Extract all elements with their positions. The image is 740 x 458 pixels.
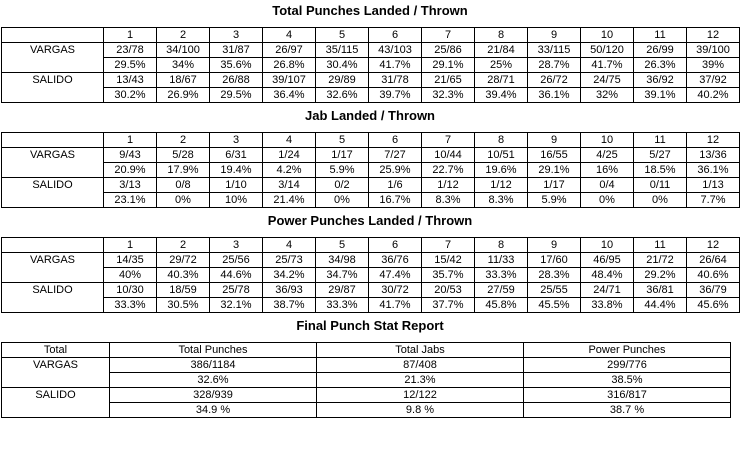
round-number: 11	[634, 28, 687, 43]
landed-thrown-cell: 11/33	[475, 253, 528, 268]
fighter-name: VARGAS	[2, 253, 104, 283]
round-number: 12	[687, 133, 740, 148]
percentage-cell: 25%	[475, 58, 528, 73]
landed-thrown-cell: 26/88	[210, 73, 263, 88]
percentage-cell: 22.7%	[422, 163, 475, 178]
landed-thrown-cell: 16/55	[528, 148, 581, 163]
percentage-cell: 30.5%	[157, 298, 210, 313]
round-number: 2	[157, 133, 210, 148]
percentage-cell: 45.5%	[528, 298, 581, 313]
percentage-cell: 29.1%	[422, 58, 475, 73]
round-number: 3	[210, 28, 263, 43]
landed-thrown-cell: 26/64	[687, 253, 740, 268]
landed-thrown-cell: 1/17	[528, 178, 581, 193]
percentage-cell: 29.5%	[210, 88, 263, 103]
landed-thrown-cell: 29/87	[316, 283, 369, 298]
round-number: 4	[263, 238, 316, 253]
landed-thrown-cell: 1/13	[687, 178, 740, 193]
landed-thrown-cell: 27/59	[475, 283, 528, 298]
round-number: 4	[263, 133, 316, 148]
percentage-row	[2, 268, 740, 283]
landed-thrown-cell: 34/98	[316, 253, 369, 268]
percentage-cell: 44.4%	[634, 298, 687, 313]
percentage-cell: 29.5%	[104, 58, 157, 73]
final-count-cell: 386/1184	[110, 358, 317, 373]
percentage-cell: 33.8%	[581, 298, 634, 313]
round-number: 5	[316, 28, 369, 43]
final-percentage-row	[2, 373, 731, 388]
round-header-row	[2, 133, 740, 148]
percentage-cell: 36.1%	[528, 88, 581, 103]
percentage-cell: 5.9%	[316, 163, 369, 178]
percentage-cell: 5.9%	[528, 193, 581, 208]
landed-thrown-cell: 35/115	[316, 43, 369, 58]
landed-thrown-cell: 10/44	[422, 148, 475, 163]
percentage-cell: 30.2%	[104, 88, 157, 103]
final-percentage-cell: 21.3%	[317, 373, 524, 388]
fighter-name: VARGAS	[2, 148, 104, 178]
round-header-row	[2, 28, 740, 43]
landed-thrown-cell: 0/2	[316, 178, 369, 193]
percentage-cell: 30.4%	[316, 58, 369, 73]
round-number: 7	[422, 238, 475, 253]
percentage-cell: 7.7%	[687, 193, 740, 208]
final-count-cell: 87/408	[317, 358, 524, 373]
percentage-cell: 17.9%	[157, 163, 210, 178]
landed-thrown-cell: 30/72	[369, 283, 422, 298]
percentage-cell: 32%	[581, 88, 634, 103]
percentage-cell: 39.4%	[475, 88, 528, 103]
final-percentage-cell: 9.8 %	[317, 403, 524, 418]
landed-thrown-cell: 39/100	[687, 43, 740, 58]
final-count-cell: 299/776	[524, 358, 731, 373]
landed-thrown-cell: 1/24	[263, 148, 316, 163]
landed-thrown-cell: 33/115	[528, 43, 581, 58]
landed-thrown-cell: 43/103	[369, 43, 422, 58]
percentage-cell: 45.8%	[475, 298, 528, 313]
landed-thrown-cell: 31/78	[369, 73, 422, 88]
landed-thrown-cell: 31/87	[210, 43, 263, 58]
percentage-cell: 33.3%	[475, 268, 528, 283]
percentage-cell: 28.7%	[528, 58, 581, 73]
landed-thrown-cell: 24/75	[581, 73, 634, 88]
landed-thrown-cell: 13/36	[687, 148, 740, 163]
round-number: 10	[581, 133, 634, 148]
percentage-cell: 32.3%	[422, 88, 475, 103]
fighter-name: SALIDO	[2, 73, 104, 103]
round-number: 2	[157, 238, 210, 253]
round-number: 1	[104, 133, 157, 148]
round-number: 5	[316, 238, 369, 253]
round-number: 1	[104, 238, 157, 253]
landed-thrown-cell: 1/17	[316, 148, 369, 163]
column-header: Total	[2, 343, 110, 358]
round-number: 12	[687, 28, 740, 43]
final-percentage-row	[2, 403, 731, 418]
round-number: 2	[157, 28, 210, 43]
percentage-cell: 0%	[581, 193, 634, 208]
percentage-cell: 26.3%	[634, 58, 687, 73]
landed-thrown-cell: 3/13	[104, 178, 157, 193]
landed-thrown-cell: 26/97	[263, 43, 316, 58]
round-number: 6	[369, 133, 422, 148]
final-report-section	[0, 317, 740, 418]
percentage-row	[2, 58, 740, 73]
corner-cell	[2, 133, 104, 148]
column-header: Power Punches	[524, 343, 731, 358]
round-number: 8	[475, 133, 528, 148]
percentage-cell: 35.7%	[422, 268, 475, 283]
percentage-cell: 38.7%	[263, 298, 316, 313]
section-title: Final Punch Stat Report	[296, 318, 444, 333]
percentage-cell: 36.1%	[687, 163, 740, 178]
landed-thrown-cell: 37/92	[687, 73, 740, 88]
landed-thrown-cell: 13/43	[104, 73, 157, 88]
percentage-cell: 45.6%	[687, 298, 740, 313]
landed-thrown-cell: 25/56	[210, 253, 263, 268]
landed-thrown-cell: 14/35	[104, 253, 157, 268]
section-title: Power Punches Landed / Thrown	[267, 213, 473, 228]
landed-thrown-cell: 25/78	[210, 283, 263, 298]
percentage-cell: 16.7%	[369, 193, 422, 208]
percentage-cell: 25.9%	[369, 163, 422, 178]
round-number: 4	[263, 28, 316, 43]
percentage-cell: 40%	[104, 268, 157, 283]
percentage-cell: 34.2%	[263, 268, 316, 283]
final-percentage-cell: 32.6%	[110, 373, 317, 388]
landed-thrown-cell: 1/10	[210, 178, 263, 193]
round-number: 6	[369, 238, 422, 253]
round-number: 12	[687, 238, 740, 253]
landed-thrown-cell: 36/81	[634, 283, 687, 298]
percentage-cell: 10%	[210, 193, 263, 208]
fighter-name: VARGAS	[2, 358, 110, 388]
final-count-cell: 328/939	[110, 388, 317, 403]
final-count-cell: 316/817	[524, 388, 731, 403]
final-percentage-cell: 38.5%	[524, 373, 731, 388]
final-report-table	[1, 342, 731, 418]
landed-thrown-cell: 25/55	[528, 283, 581, 298]
corner-cell	[2, 238, 104, 253]
round-number: 7	[422, 28, 475, 43]
column-header: Total Jabs	[317, 343, 524, 358]
landed-row	[2, 148, 740, 163]
round-number: 10	[581, 238, 634, 253]
round-number: 5	[316, 133, 369, 148]
round-number: 7	[422, 133, 475, 148]
landed-thrown-cell: 10/51	[475, 148, 528, 163]
section-title: Jab Landed / Thrown	[304, 108, 435, 123]
stat-section	[0, 212, 740, 313]
percentage-row	[2, 193, 740, 208]
landed-thrown-cell: 17/60	[528, 253, 581, 268]
landed-thrown-cell: 6/31	[210, 148, 263, 163]
final-counts-row	[2, 388, 731, 403]
final-counts-row	[2, 358, 731, 373]
percentage-cell: 39.1%	[634, 88, 687, 103]
round-number: 6	[369, 28, 422, 43]
landed-thrown-cell: 29/89	[316, 73, 369, 88]
percentage-cell: 35.6%	[210, 58, 263, 73]
landed-thrown-cell: 15/42	[422, 253, 475, 268]
round-number: 3	[210, 133, 263, 148]
percentage-cell: 32.6%	[316, 88, 369, 103]
percentage-cell: 4.2%	[263, 163, 316, 178]
round-number: 9	[528, 133, 581, 148]
percentage-cell: 34%	[157, 58, 210, 73]
percentage-cell: 26.9%	[157, 88, 210, 103]
landed-row	[2, 178, 740, 193]
landed-thrown-cell: 0/4	[581, 178, 634, 193]
landed-thrown-cell: 36/92	[634, 73, 687, 88]
fighter-name: VARGAS	[2, 43, 104, 73]
final-percentage-cell: 34.9 %	[110, 403, 317, 418]
landed-thrown-cell: 39/107	[263, 73, 316, 88]
round-stats-table	[1, 27, 740, 103]
round-number: 11	[634, 238, 687, 253]
round-stats-table	[1, 237, 740, 313]
percentage-cell: 41.7%	[369, 58, 422, 73]
round-number: 8	[475, 28, 528, 43]
round-number: 10	[581, 28, 634, 43]
landed-thrown-cell: 5/28	[157, 148, 210, 163]
round-number: 9	[528, 238, 581, 253]
round-stats-table	[1, 132, 740, 208]
percentage-cell: 33.3%	[104, 298, 157, 313]
landed-thrown-cell: 9/43	[104, 148, 157, 163]
landed-thrown-cell: 21/84	[475, 43, 528, 58]
landed-thrown-cell: 25/86	[422, 43, 475, 58]
landed-thrown-cell: 5/27	[634, 148, 687, 163]
landed-thrown-cell: 26/99	[634, 43, 687, 58]
percentage-cell: 18.5%	[634, 163, 687, 178]
percentage-cell: 40.2%	[687, 88, 740, 103]
landed-thrown-cell: 10/30	[104, 283, 157, 298]
landed-row	[2, 283, 740, 298]
landed-row	[2, 73, 740, 88]
landed-thrown-cell: 1/6	[369, 178, 422, 193]
final-header-row	[2, 343, 731, 358]
round-number: 9	[528, 28, 581, 43]
corner-cell	[2, 28, 104, 43]
landed-thrown-cell: 36/76	[369, 253, 422, 268]
percentage-row	[2, 163, 740, 178]
percentage-cell: 48.4%	[581, 268, 634, 283]
percentage-cell: 28.3%	[528, 268, 581, 283]
stat-section	[0, 107, 740, 208]
percentage-cell: 26.8%	[263, 58, 316, 73]
fighter-name: SALIDO	[2, 178, 104, 208]
percentage-cell: 34.7%	[316, 268, 369, 283]
column-header: Total Punches	[110, 343, 317, 358]
percentage-cell: 39.7%	[369, 88, 422, 103]
round-number: 1	[104, 28, 157, 43]
landed-thrown-cell: 46/95	[581, 253, 634, 268]
landed-thrown-cell: 24/71	[581, 283, 634, 298]
landed-thrown-cell: 21/65	[422, 73, 475, 88]
landed-thrown-cell: 1/12	[422, 178, 475, 193]
landed-thrown-cell: 36/93	[263, 283, 316, 298]
stat-section	[0, 2, 740, 103]
round-header-row	[2, 238, 740, 253]
percentage-cell: 19.4%	[210, 163, 263, 178]
landed-thrown-cell: 18/67	[157, 73, 210, 88]
punch-stats-report	[0, 2, 740, 418]
percentage-cell: 0%	[316, 193, 369, 208]
percentage-cell: 33.3%	[316, 298, 369, 313]
landed-thrown-cell: 20/53	[422, 283, 475, 298]
percentage-cell: 20.9%	[104, 163, 157, 178]
percentage-cell: 39%	[687, 58, 740, 73]
percentage-cell: 8.3%	[422, 193, 475, 208]
percentage-row	[2, 298, 740, 313]
round-number: 11	[634, 133, 687, 148]
percentage-cell: 19.6%	[475, 163, 528, 178]
percentage-cell: 29.2%	[634, 268, 687, 283]
percentage-cell: 41.7%	[369, 298, 422, 313]
percentage-cell: 0%	[157, 193, 210, 208]
percentage-cell: 21.4%	[263, 193, 316, 208]
landed-thrown-cell: 21/72	[634, 253, 687, 268]
landed-thrown-cell: 18/59	[157, 283, 210, 298]
fighter-name: SALIDO	[2, 283, 104, 313]
landed-thrown-cell: 25/73	[263, 253, 316, 268]
final-count-cell: 12/122	[317, 388, 524, 403]
landed-thrown-cell: 4/25	[581, 148, 634, 163]
landed-thrown-cell: 23/78	[104, 43, 157, 58]
landed-thrown-cell: 36/79	[687, 283, 740, 298]
landed-thrown-cell: 0/11	[634, 178, 687, 193]
percentage-cell: 37.7%	[422, 298, 475, 313]
percentage-cell: 47.4%	[369, 268, 422, 283]
percentage-row	[2, 88, 740, 103]
percentage-cell: 0%	[634, 193, 687, 208]
landed-thrown-cell: 1/12	[475, 178, 528, 193]
percentage-cell: 29.1%	[528, 163, 581, 178]
landed-row	[2, 43, 740, 58]
landed-thrown-cell: 3/14	[263, 178, 316, 193]
section-title: Total Punches Landed / Thrown	[272, 3, 468, 18]
percentage-cell: 16%	[581, 163, 634, 178]
percentage-cell: 41.7%	[581, 58, 634, 73]
final-percentage-cell: 38.7 %	[524, 403, 731, 418]
percentage-cell: 40.6%	[687, 268, 740, 283]
percentage-cell: 32.1%	[210, 298, 263, 313]
landed-thrown-cell: 29/72	[157, 253, 210, 268]
round-number: 8	[475, 238, 528, 253]
percentage-cell: 40.3%	[157, 268, 210, 283]
landed-thrown-cell: 34/100	[157, 43, 210, 58]
fighter-name: SALIDO	[2, 388, 110, 418]
percentage-cell: 23.1%	[104, 193, 157, 208]
round-number: 3	[210, 238, 263, 253]
percentage-cell: 44.6%	[210, 268, 263, 283]
percentage-cell: 8.3%	[475, 193, 528, 208]
percentage-cell: 36.4%	[263, 88, 316, 103]
landed-thrown-cell: 0/8	[157, 178, 210, 193]
landed-thrown-cell: 7/27	[369, 148, 422, 163]
landed-row	[2, 253, 740, 268]
landed-thrown-cell: 26/72	[528, 73, 581, 88]
landed-thrown-cell: 28/71	[475, 73, 528, 88]
landed-thrown-cell: 50/120	[581, 43, 634, 58]
